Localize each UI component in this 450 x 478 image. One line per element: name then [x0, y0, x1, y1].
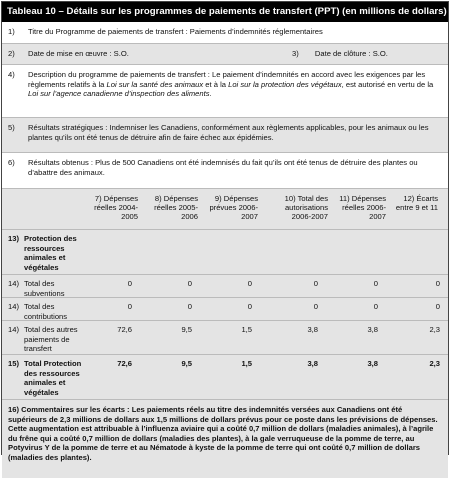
description-text: Description du programme de paiements de transfert : Le paiement d’indemnités en accord avec les exigences par les règlements relatifs à la Loi sur la santé des animaux et à la Loi sur la protection des végétaux, est autorisé en vertu de la Loi sur l’agence canadienne d’inspection des aliments. [28, 70, 434, 98]
cell-value: 1,5 [241, 325, 252, 334]
row-program-title [2, 22, 448, 44]
table-row [2, 230, 448, 275]
cell-value: 1,5 [241, 359, 252, 368]
cell-value: 0 [373, 302, 378, 311]
row-results [2, 153, 448, 189]
cell-value: 3,8 [367, 325, 378, 334]
table-frame [1, 1, 449, 462]
cell-value: 0 [187, 302, 192, 311]
table-row [2, 321, 448, 355]
row-number: 5) [8, 123, 15, 132]
row-label: Total des autres paiements de transfert [24, 325, 78, 353]
cell-value: 3,8 [367, 359, 378, 368]
row-number: 1) [8, 27, 15, 36]
cell-value: 0 [435, 302, 440, 311]
row-label: Protection des ressources animales et végétales [24, 234, 77, 272]
column-header: 9) Dépenses prévues 2006-2007 [209, 194, 258, 221]
cell-value: 3,8 [307, 325, 318, 334]
row-number: 6) [8, 158, 15, 167]
cell-value: 0 [127, 302, 132, 311]
cell-value: 0 [313, 302, 318, 311]
law-plant-protection: Loi sur la protection des végétaux [228, 79, 342, 89]
row-number: 13) [8, 234, 19, 243]
strategic-outcomes-text: Résultats stratégiques : Indemniser les Canadiens, conformément aux règlements applicables, pour les animaux ou les plantes qu’ils ont été tenus de détruire afin de faire échec aux épidémies. [28, 123, 429, 142]
cell-value: 72,6 [117, 325, 132, 334]
cell-value: 9,5 [181, 359, 192, 368]
row-number: 14) [8, 325, 19, 334]
cell-value: 0 [187, 279, 192, 288]
cell-value: 3,8 [307, 359, 318, 368]
row-number: 14) [8, 279, 19, 288]
variance-comments-text: 16) Commentaires sur les écarts : Les paiements réels au titre des indemnités versées aux Canadiens ont été supérieurs de 2,3 millions de dollars aux 1,5 millions de dollars prévus pour ce poste dans les prévisions de dépenses. Cette augmentation est attribuable à l’influenza aviaire qui a coûté 0,7 million de dollars (maladies animales), à l’agrile du frêne qui a coûté 0,7 million de dollars (maladies des plantes), à la gale verruqueuse de la pomme de terre, au Potyvirus Y de la pomme de terre et au Nématode à kyste de la pomme de terre qui ont coûté 0,7 million de dollars (maladies des plantes). [8, 405, 438, 462]
row-number: 15) [8, 359, 19, 368]
table-row [2, 275, 448, 298]
row-label: Total des subventions [24, 279, 65, 298]
column-header: 8) Dépenses réelles 2005-2006 [154, 194, 198, 221]
data-rows [2, 230, 448, 400]
column-header: 10) Total des autorisations 2006-2007 [284, 194, 328, 221]
column-header: 7) Dépenses réelles 2004-2005 [94, 194, 138, 221]
cell-value: 2,3 [429, 325, 440, 334]
table-row [2, 298, 448, 321]
row-dates [2, 44, 448, 65]
results-text: Résultats obtenus : Plus de 500 Canadiens ont été indemnisés du fait qu’ils ont été tenus de détruire des plantes ou d’abattre des animaux. [28, 158, 418, 177]
cell-value: 0 [247, 279, 252, 288]
end-date-cell [292, 49, 388, 59]
row-number: 4) [8, 70, 15, 79]
row-number: 2) [8, 49, 15, 58]
row-strategic-outcomes [2, 118, 448, 153]
law-health-of-animals: Loi sur la santé des animaux [106, 79, 204, 89]
start-date: Date de mise en œuvre : S.O. [28, 49, 129, 58]
row-text: Titre du Programme de paiements de transfert : Paiements d’indemnités réglementaires [28, 27, 323, 36]
cell-value: 0 [435, 279, 440, 288]
table-title: Tableau 10 – Détails sur les programmes de paiements de transfert (PPT) (en millions de dollars) [2, 2, 448, 22]
row-label: Total Protection des ressources animales et végétales [24, 359, 82, 397]
cell-value: 0 [127, 279, 132, 288]
row-label: Total des contributions [24, 302, 68, 321]
cell-value: 72,6 [117, 359, 132, 368]
row-number: 14) [8, 302, 19, 311]
column-header: 12) Écarts entre 9 et 11 [395, 194, 438, 212]
row-description [2, 65, 448, 118]
cell-value: 0 [247, 302, 252, 311]
row-number: 3) [292, 49, 299, 58]
law-cfia: Loi sur l’agence canadienne d’inspection des aliments [28, 89, 210, 98]
column-header: 11) Dépenses réelles 2006-2007 [339, 194, 386, 221]
column-header-row [2, 189, 448, 230]
table-row [2, 355, 448, 400]
cell-value: 0 [373, 279, 378, 288]
end-date: Date de clôture : S.O. [314, 49, 388, 58]
cell-value: 9,5 [181, 325, 192, 334]
cell-value: 0 [313, 279, 318, 288]
cell-value: 2,3 [429, 359, 440, 368]
row-variance-comments [2, 400, 448, 478]
